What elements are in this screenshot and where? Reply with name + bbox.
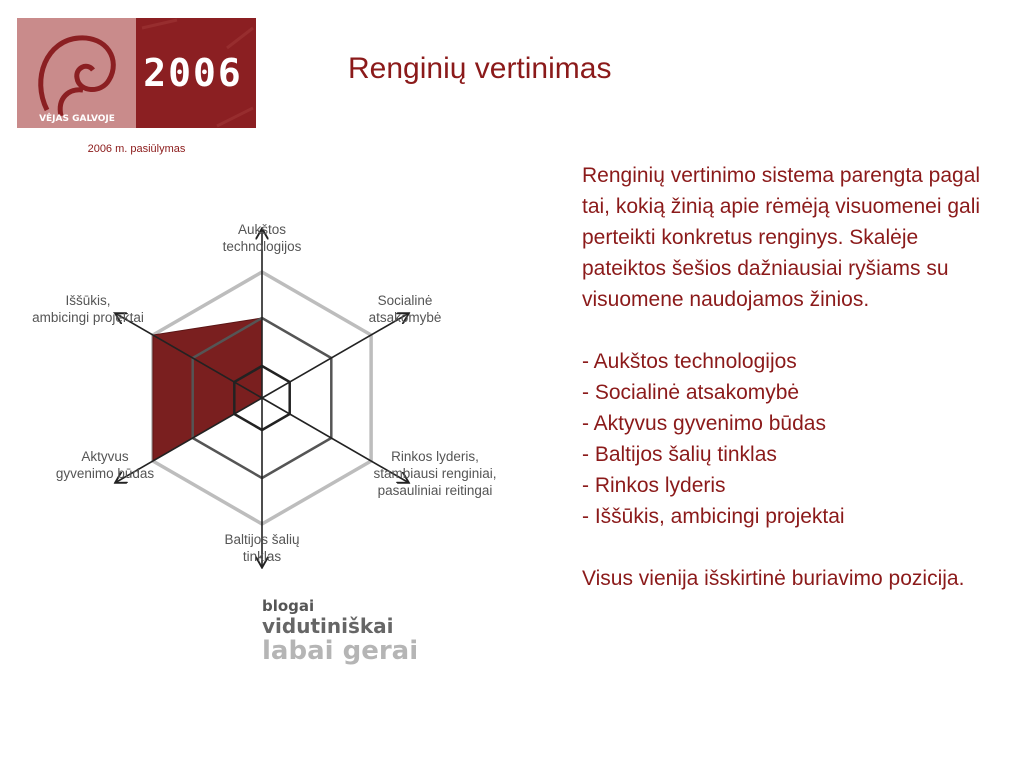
- rating-area: [153, 318, 262, 461]
- axis-label-upper-right: Socialinė atsakomybė: [368, 293, 442, 325]
- criteria-item: - Socialinė atsakomybė: [582, 381, 800, 404]
- axis-label-upper-left: Iššūkis, ambicingi projektai: [32, 293, 144, 325]
- description-closing: Visus vienija išskirtinė buriavimo pozicija.: [582, 567, 965, 590]
- legend-bad: blogai: [262, 597, 315, 615]
- legend-good: labai gerai: [262, 635, 419, 666]
- legend-medium: vidutiniškai: [262, 613, 394, 638]
- logo-year: 2006: [143, 51, 243, 95]
- logo-brand: VĖJAS GALVOJE: [39, 114, 115, 124]
- axis-label-top: Aukštos technologijos: [222, 222, 302, 254]
- description-panel: [582, 160, 1002, 594]
- legend: [262, 598, 418, 665]
- criteria-item: - Rinkos lyderis: [582, 474, 726, 497]
- axis-upper-right: [262, 314, 408, 398]
- criteria-item: - Baltijos šalių tinklas: [582, 443, 777, 466]
- criteria-item: - Aukštos technologijos: [582, 350, 797, 373]
- radar-chart: [0, 210, 540, 580]
- page-title: Renginių vertinimas: [348, 52, 612, 85]
- criteria-list: [582, 346, 1002, 532]
- description-intro: Renginių vertinimo sistema parengta pagal tai, kokią žinią apie rėmėją visuomenei gali perteikti konkretus renginys. Skalėje pateiktos šešios dažniausiai ryšiams su visuomene naudojamos žinios.: [582, 164, 981, 311]
- axis-label-lower-right: Rinkos lyderis, stambiausi renginiai, pasauliniai reitingai: [373, 449, 497, 498]
- criteria-item: - Aktyvus gyvenimo būdas: [582, 412, 826, 435]
- axis-label-lower-left: Aktyvus gyvenimo būdas: [55, 449, 155, 481]
- logo-caption: 2006 m. pasiūlymas: [87, 143, 186, 155]
- axis-label-bottom: Baltijos šalių tinklas: [224, 532, 300, 564]
- logo: [17, 18, 256, 128]
- criteria-item: - Iššūkis, ambicingi projektai: [582, 505, 845, 528]
